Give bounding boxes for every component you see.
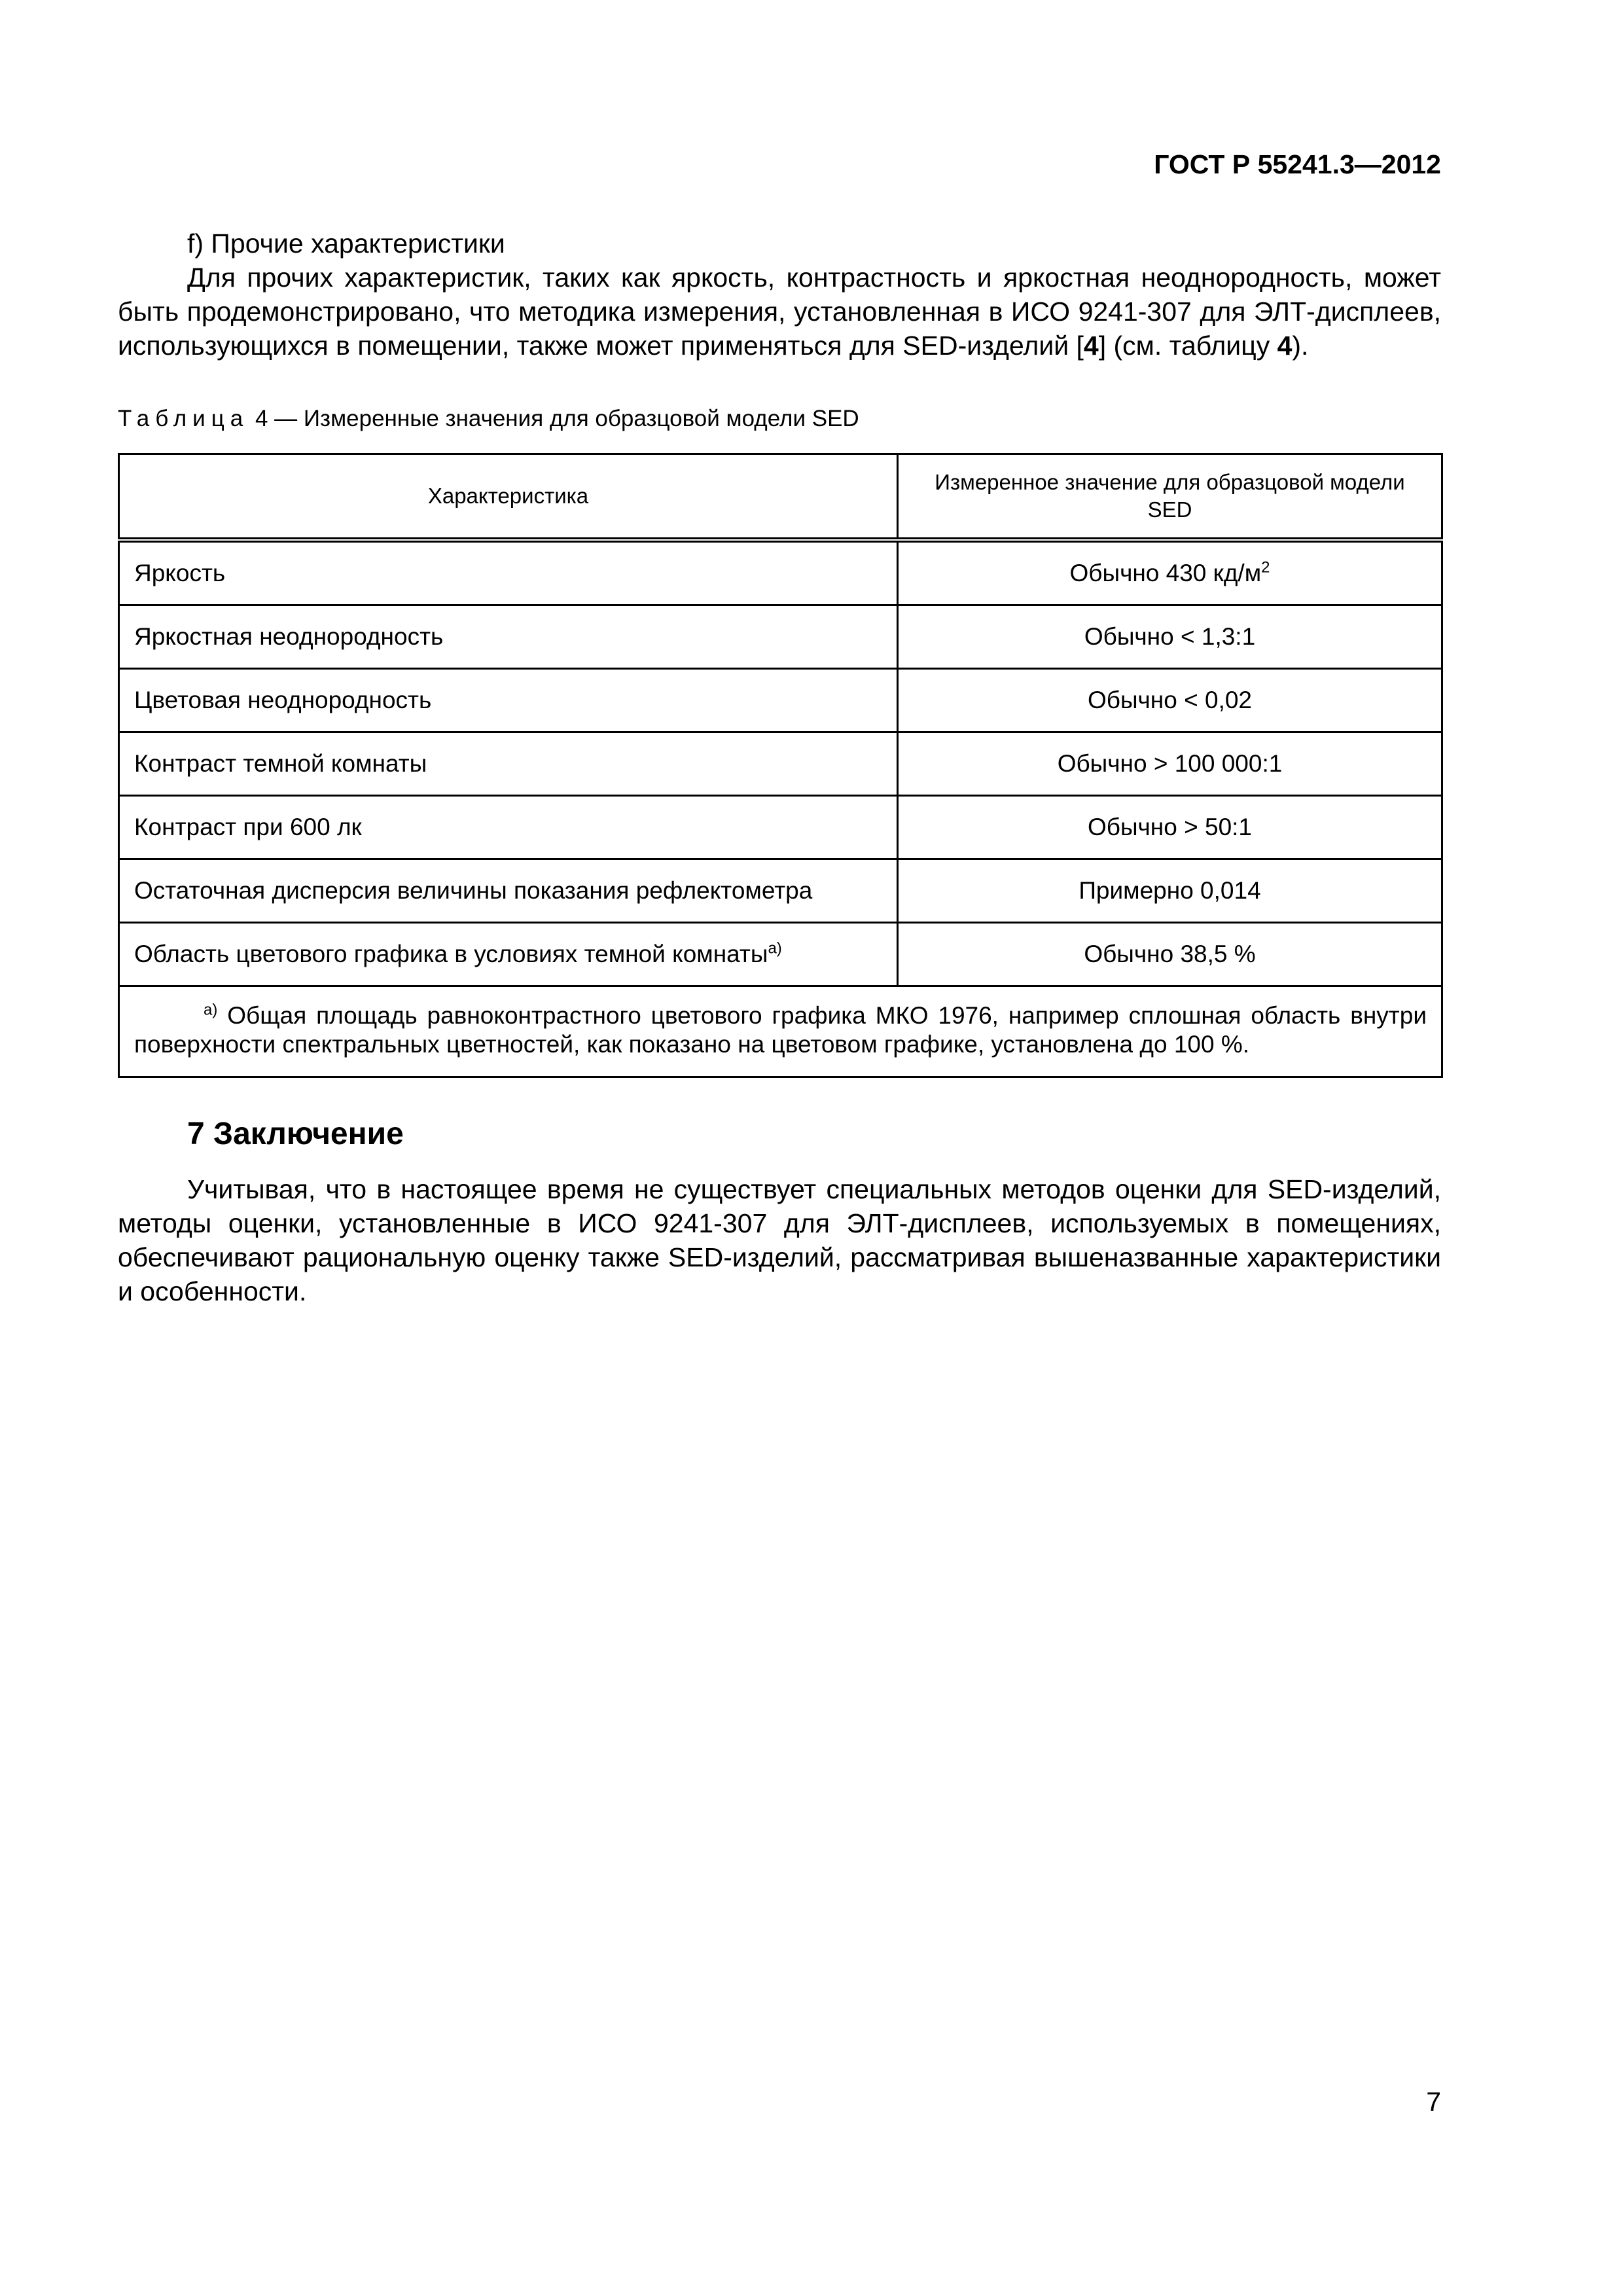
row-characteristic: Контраст при 600 лк [119, 796, 898, 859]
row-characteristic: Цветовая неоднородность [119, 669, 898, 732]
table-row [119, 859, 1442, 923]
table-row [119, 605, 1442, 669]
unit-superscript: 2 [1261, 558, 1270, 577]
row-characteristic [119, 923, 898, 986]
conclusion-paragraph: Учитывая, что в настоящее время не существует специальных методов оценки для SED-изделий, методы оценки, установленные в ИСО 9241-307 для ЭЛТ-дисплеев, используемых в помещениях, обеспечивают рациональную оценку также SED-изделий, рассматривая вышеназванные характеристики и особенности. [118, 1174, 1441, 1306]
section-f-text-part2: ] (см. таблицу [1098, 331, 1277, 361]
header-characteristic: Характеристика [119, 454, 898, 541]
table-row [119, 923, 1442, 986]
footnote-text: Общая площадь равноконтрастного цветового графика МКО 1976, например сплошная область внутри поверхности спектральных цветностей, как показано на цветовом графике, установлена до 100 %. [134, 1002, 1427, 1058]
section-f-label: f) Прочие характеристики [187, 228, 505, 259]
table-caption-text: 4 — Измеренные значения для образцовой модели SED [249, 406, 859, 431]
table-header-row [119, 454, 1442, 541]
table-row [119, 540, 1442, 605]
row-characteristic: Остаточная дисперсия величины показания рефлектометра [119, 859, 898, 923]
row-characteristic-text: Область цветового графика в условиях темной комнаты [134, 941, 768, 967]
row-value: Примерно 0,014 [898, 859, 1442, 923]
measurements-table [118, 453, 1443, 1078]
row-characteristic: Контраст темной комнаты [119, 732, 898, 796]
table-row [119, 796, 1442, 859]
table-footnote-row [119, 986, 1442, 1077]
page-number: 7 [1426, 2087, 1441, 2117]
table-row [119, 669, 1442, 732]
bibliography-ref: 4 [1083, 331, 1099, 361]
section-f-paragraph [118, 260, 1441, 363]
row-value: Обычно 38,5 % [898, 923, 1442, 986]
row-value-text: Обычно 430 кд/м [1069, 560, 1262, 586]
table-footnote [119, 986, 1442, 1077]
footnote-marker: а) [768, 939, 782, 958]
row-characteristic: Яркость [119, 540, 898, 605]
conclusion-heading: 7 Заключение [187, 1117, 404, 1151]
table-row [119, 732, 1442, 796]
row-value: Обычно > 100 000:1 [898, 732, 1442, 796]
table-caption [118, 404, 1441, 433]
row-characteristic: Яркостная неоднородность [119, 605, 898, 669]
page-content [118, 226, 1441, 1308]
header-measured-value: Измеренное значение для образцовой модели SED [898, 454, 1442, 541]
row-value: Обычно > 50:1 [898, 796, 1442, 859]
section-f-text-part3: ). [1292, 331, 1309, 361]
table-ref: 4 [1277, 331, 1293, 361]
table-caption-word: Таблица [118, 406, 249, 431]
standard-id-header: ГОСТ Р 55241.3—2012 [1154, 149, 1441, 179]
row-value: Обычно < 0,02 [898, 669, 1442, 732]
footnote-marker: а) [204, 1001, 218, 1019]
row-value: Обычно < 1,3:1 [898, 605, 1442, 669]
section-f-text-part1: Для прочих характеристик, таких как яркость, контрастность и яркостная неоднородность, может быть продемонстрировано, что методика измерения, установленная в ИСО 9241-307 для ЭЛТ-дисплеев, использующихся в помещении, также может применяться для SED-изделий [ [118, 262, 1441, 361]
row-value [898, 540, 1442, 605]
